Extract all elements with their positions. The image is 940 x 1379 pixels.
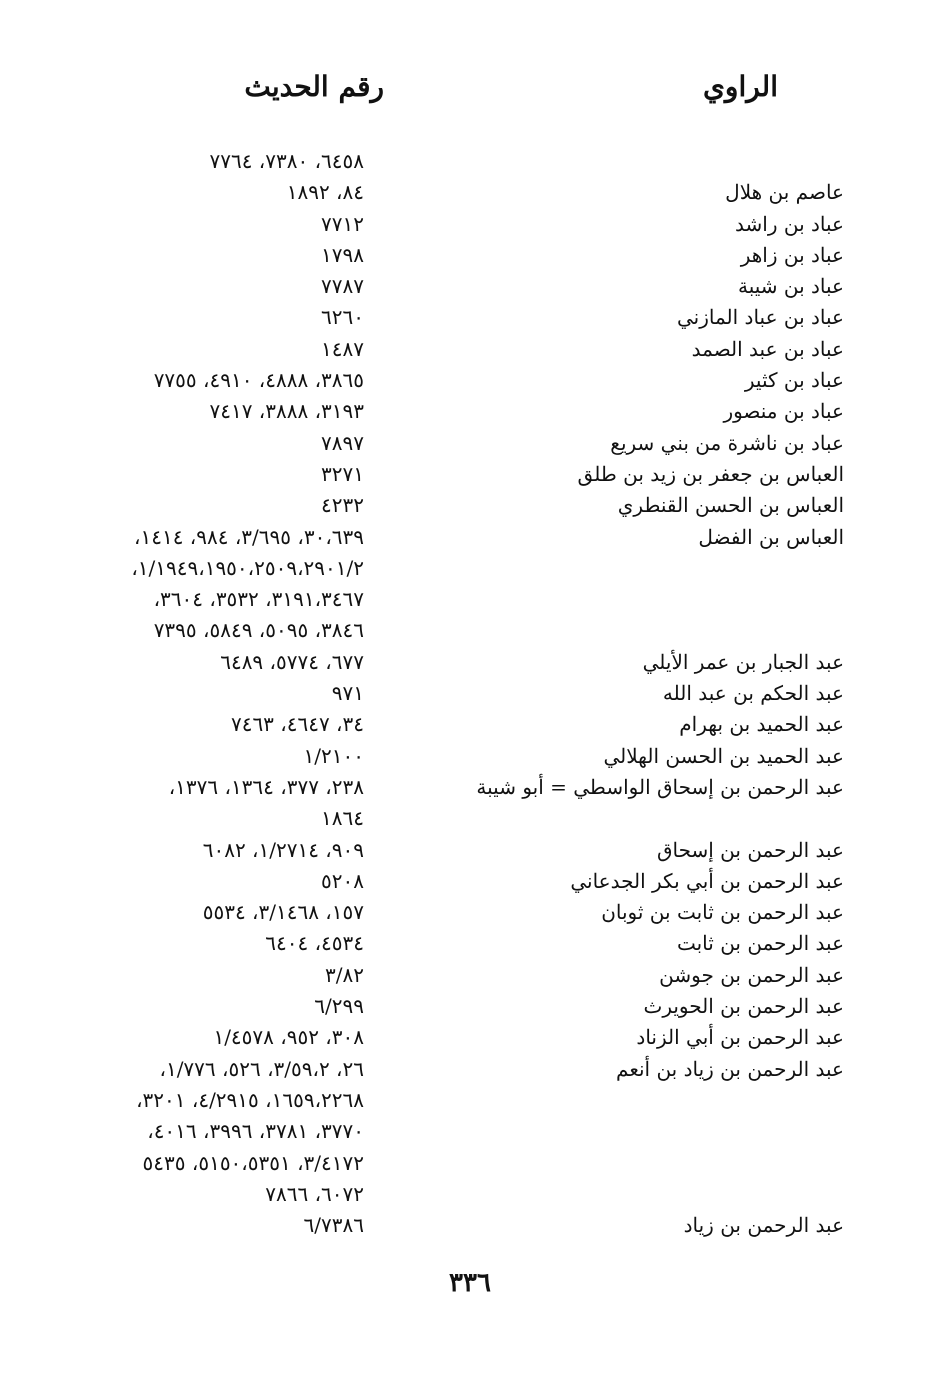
hadith-number-entry: ٧٨٩٧ <box>321 430 364 455</box>
narrator-name <box>464 584 844 615</box>
narrator-name: عبد الرحمن بن الحويرث <box>643 994 844 1019</box>
narrator-name: عبد الرحمن بن أبي الزناد <box>636 1025 844 1050</box>
narrator-name: عبد الحكم بن عبد الله <box>662 681 844 706</box>
narrator-name: عباد بن كثير <box>744 368 844 393</box>
narrator-name: عاصم بن هلال <box>725 180 844 205</box>
hadith-number-entry: ٣/٨٢ <box>325 962 364 987</box>
hadith-number-entry: ٥٢٠٨ <box>321 868 364 893</box>
narrator-name: عبد الرحمن بن جوشن <box>659 962 844 987</box>
hadith-number-entry: ١/١٩٤٩،١٩٥٠،٢٥٠٩،٢٩٠١/٢، <box>131 555 364 580</box>
hadith-number-column-header: رقم الحديث <box>244 70 384 103</box>
narrator-name: العباس بن جعفر بن زيد بن طلق <box>577 461 844 486</box>
hadith-number-entry: ١٦٥٩،٢٢٦٨، ٤/٢٩١٥، ٣٢٠١، <box>136 1087 364 1112</box>
hadith-number-entry: ٢٣٨، ٣٧٧، ١٣٦٤، ١٣٧٦، <box>168 774 364 799</box>
hadith-number-entry: ٣١٩٣، ٣٨٨٨، ٧٤١٧ <box>209 399 364 424</box>
narrator-name: عبد الرحمن بن زياد بن أنعم <box>616 1056 844 1081</box>
hadith-number-entry: ٦٧٧، ٥٧٧٤، ٦٤٨٩ <box>220 649 364 674</box>
narrator-name: عبد الرحمن بن أبي بكر الجدعاني <box>570 868 844 893</box>
hadith-number-entry: ٣٨٤٦، ٥٠٩٥، ٥٨٤٩، ٧٣٩٥ <box>153 618 364 643</box>
narrator-name: عبد الحميد بن الحسن الهلالي <box>603 743 844 768</box>
narrator-name: عبد الرحمن بن إسحاق <box>656 837 844 862</box>
narrator-name: عباد بن راشد <box>735 211 844 236</box>
hadith-number-entry: ٦٢٦٠ <box>321 305 364 330</box>
narrator-name: عبد الجبار بن عمر الأيلي <box>642 649 844 674</box>
hadith-number-entry: ١٨٦٤ <box>321 806 364 831</box>
hadith-number-entry: ٧٧٨٧ <box>321 274 364 299</box>
narrator-name: العباس بن الحسن القنطري <box>617 493 844 518</box>
narrator-name: عبد الرحمن بن إسحاق الواسطي = أبو شيبة <box>476 774 844 799</box>
hadith-number-entry: ٣٤، ٤٦٤٧، ٧٤٦٣ <box>230 712 364 737</box>
hadith-number-entry: ١/٢١٠٠ <box>303 743 364 768</box>
narrator-name: عبد الرحمن بن ثابت بن ثوبان <box>601 900 844 925</box>
hadith-number-entry: ٦/٧٣٨٦ <box>303 1213 364 1238</box>
hadith-number-entry: ٩٧١ <box>331 681 364 706</box>
hadith-number-column <box>34 146 364 1241</box>
hadith-number-entry: ٣٨٦٥، ٤٨٨٨، ٤٩١٠، ٧٧٥٥ <box>153 368 364 393</box>
hadith-number-entry: ٦٤٥٨، ٧٣٨٠، ٧٧٦٤ <box>209 149 364 173</box>
hadith-number-entry: ٦/٢٩٩ <box>314 994 364 1019</box>
hadith-number-entry: ١٥٧، ٣/١٤٦٨، ٥٥٣٤ <box>202 900 364 925</box>
hadith-number-entry: ٣٢٧١ <box>321 461 364 486</box>
narrator-name: عبد الحميد بن بهرام <box>679 712 844 737</box>
narrator-column <box>464 146 844 1241</box>
narrator-name <box>464 1148 844 1179</box>
hadith-number-entry: ٢٦، ٣/٥٩،٢، ٥٢٦، ١/٧٧٦، <box>159 1056 364 1081</box>
hadith-number-entry: ١٤٨٧ <box>321 336 364 361</box>
narrator-name: عبد الرحمن بن زياد <box>683 1213 844 1238</box>
hadith-number-entry: ٦٠٧٢، ٧٨٦٦ <box>265 1181 364 1206</box>
narrator-name <box>464 803 844 834</box>
hadith-number-entry: ١٧٩٨ <box>321 242 364 267</box>
narrator-name: عباد بن عباد المازني <box>676 305 844 330</box>
narrator-name <box>464 553 844 584</box>
narrator-name <box>464 1085 844 1116</box>
hadith-number-entry: ٣٧٧٠، ٣٧٨١، ٣٩٩٦، ٤٠١٦، <box>147 1119 364 1144</box>
narrator-name <box>464 615 844 646</box>
narrator-name <box>464 1116 844 1147</box>
hadith-number-entry: ٣٠،٦٣٩، ٣/٦٩٥، ٩٨٤، ١٤١٤، <box>134 524 364 549</box>
narrator-name: عباد بن شيبة <box>737 274 844 299</box>
narrator-name: عباد بن زاهر <box>740 242 844 267</box>
hadith-number-entry: ٣١٩١،٣٤٦٧، ٣٥٣٢، ٣٦٠٤، <box>153 587 364 612</box>
narrator-column-header: الراوي <box>703 70 778 103</box>
narrator-name: عباد بن منصور <box>723 399 844 424</box>
narrator-name <box>464 146 844 177</box>
narrator-name: عباد بن ناشرة من بني سريع <box>610 430 844 455</box>
hadith-number-entry: ٤٢٣٢ <box>321 493 364 518</box>
hadith-number-entry: ٤٥٣٤، ٦٤٠٤ <box>265 931 364 956</box>
narrator-name: عباد بن عبد الصمد <box>691 336 844 361</box>
hadith-number-entry: ٣٠٨، ٩٥٢، ١/٤٥٧٨ <box>213 1025 364 1050</box>
hadith-number-entry: ٧٧١٢ <box>321 211 364 236</box>
narrator-name <box>464 1179 844 1210</box>
hadith-number-entry: ٩٠٩، ١/٢٧١٤، ٦٠٨٢ <box>202 837 364 862</box>
page-number: ٣٣٦ <box>449 1268 491 1298</box>
hadith-number-entry: ٨٤، ١٨٩٢ <box>286 180 364 205</box>
narrator-name: عبد الرحمن بن ثابت <box>676 931 844 956</box>
narrator-name: العباس بن الفضل <box>698 524 844 549</box>
hadith-number-entry: ٣/٤١٧٢، ٥١٥٠،٥٣٥١، ٥٤٣٥ <box>142 1150 364 1175</box>
